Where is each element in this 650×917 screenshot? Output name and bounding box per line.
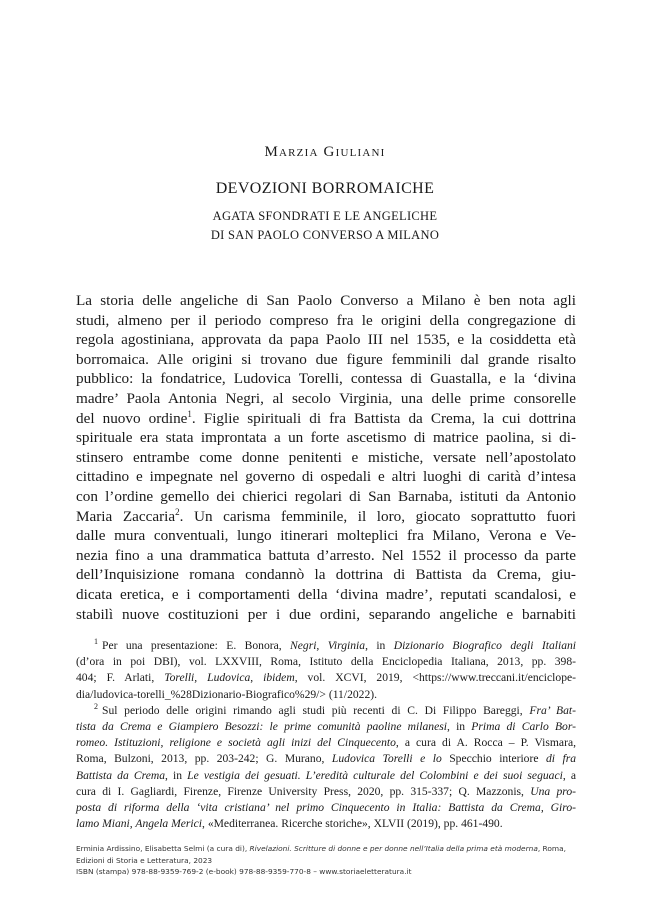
footnote-text: Roma, Bulzoni, 2013, pp. 203-242; G. Murano, [76, 752, 332, 766]
body-line: borromaica. Alle origini si trovano due figure femminili dal grande risalto [76, 350, 576, 368]
chapter-title: DEVOZIONI BORROMAICHE [215, 180, 435, 197]
footnote-1-line: dia/ludovica-torelli_%28Dizionario-Biografico%29/> (11/2022). [76, 687, 378, 701]
footnote-italic: Ludovica Torelli e lo [331, 752, 442, 766]
footnote-text: , in [365, 639, 394, 652]
footnote-2-line [76, 735, 576, 751]
footnote-text: Specchio interiore [441, 752, 546, 766]
chapter-subtitle-line-2: DI SAN PAOLO CONVERSO A MILANO [210, 228, 440, 242]
footer-text: Erminia Ardissino, Elisabetta Selmi (a cura di), [76, 844, 250, 853]
chapter-subtitle-line-1: AGATA SFONDRATI E LE ANGELICHE [212, 209, 438, 223]
body-line [76, 409, 576, 429]
body-line: dalle mura conventuali, lungo itinerari molteplici fra Milano, Verona e Ve- [76, 527, 576, 545]
body-line: regola agostiniana, approvata da papa Paolo III nel 1535, e la cosiddetta età [76, 331, 576, 349]
footnote-italic: lamo Miani, Angela Merici [76, 817, 203, 831]
footnote-italic: Una pro- [530, 784, 576, 798]
footnote-1-mark: 1 [94, 637, 98, 647]
footnote-text: , «Mediterranea. Ricerche storiche», XLVII (2019), pp. 461-490. [202, 817, 503, 831]
footer-line-2: Edizioni di Storia e Letteratura, 2023 [76, 855, 213, 865]
body-line: spirituale era stata improntata a un forte ascetismo di matrice paolina, si di- [76, 429, 576, 447]
body-text-run: . Figlie spirituali di fra Battista da Crema, la cui dottrina [191, 409, 576, 427]
footnote-italic: Prima di Carlo Bor- [471, 720, 576, 734]
footnote-italic: Dizionario Biografico degli Italiani [393, 639, 577, 652]
publication-footer [76, 843, 576, 878]
footnote-text: Per una presentazione: E. Bonora, [102, 639, 291, 652]
footnote-2-line [76, 816, 576, 832]
body-line: La storia delle angeliche di San Paolo Converso a Milano è ben nota agli [76, 292, 576, 309]
footnote-1-line [76, 638, 576, 654]
body-line: cittadino e impegnate nel governo di ospedali e altri luoghi di carità d’intesa [76, 468, 576, 486]
body-line: dell’Inquisizione romana condannò la dottrina di Battista da Crema, giu- [76, 566, 576, 584]
footnote-text: , in [165, 768, 188, 782]
body-line: stinsero entrambe come donne penitenti e mistiche, versate nell’apostolato [76, 448, 576, 466]
body-text-run: . Un carisma femminile, il loro, giocato soprattutto fuori [179, 507, 576, 525]
footer-line-1 [76, 843, 576, 855]
footnote-text: Sul periodo delle origini rimando agli studi più recenti di C. Di Filippo Bareggi, [102, 703, 530, 717]
footnote-1-line: (d’ora in poi DBI), vol. LXXVIII, Roma, Istituto della Enciclopedia Italiana, 2013, pp. 398- [76, 655, 576, 669]
footnote-text: , a cura di A. Rocca – P. Vismara, [395, 736, 576, 750]
footnote-ref-1[interactable]: 1 [187, 408, 192, 419]
footnote-italic: romeo. Istituzioni, religione e società agli inizi del Cinquecento [76, 736, 396, 750]
footnote-italic: ibidem [263, 671, 295, 685]
footnote-ref-2[interactable]: 2 [175, 506, 180, 517]
body-line: pubblico: la fondatrice, Ludovica Torelli, contessa di Guastalla, e la ‘divina [76, 370, 576, 388]
footnote-text: , a [562, 768, 576, 782]
footnote-italic: Fra’ Bat- [529, 703, 577, 717]
footnote-2-line [76, 784, 576, 800]
footnote-2-line [76, 751, 576, 767]
footnote-link[interactable]: , vol. XCVI, 2019, <https://www.treccani.it/enciclope- [294, 671, 576, 685]
body-line: nezia fino a una drammatica battuta d’arresto. Nel 1552 il processo da parte [76, 546, 576, 564]
footnote-italic: Negri, Virginia [290, 639, 366, 652]
body-line [76, 507, 576, 527]
footnote-2-line [76, 719, 576, 735]
body-line: dicata eretica, e i comportamenti della ‘divina madre’, reputati scandalosi, e [76, 585, 576, 603]
footnote-italic: Torelli, Ludovica [164, 671, 251, 685]
footer-text: , Roma, [537, 844, 566, 853]
footnote-italic: posta di riforma della ‘vita cristiana’ nel primo Cinquecento in Italia: Battista da Crema, Giro- [76, 801, 576, 815]
body-line: con l’ordine gemello dei chierici regolari di San Barnaba, istituti da Antonio [76, 487, 576, 505]
footnotes [76, 638, 576, 832]
footer-isbn-line[interactable]: ISBN (stampa) 978-88-9359-769-2 (e-book) 978-88-9359-770-8 – www.storiaeletteratura.it [76, 867, 412, 876]
body-text-run: del nuovo ordine [76, 409, 188, 427]
footnote-italic: Le vestigia dei gesuati. L’eredità culturale del Colombini e dei suoi seguaci [187, 768, 563, 782]
body-text-run: Maria Zaccaria [76, 507, 176, 525]
body-line: stabilì nuove costituzioni per i due ordini, separando angeliche e barnabiti [76, 605, 576, 623]
body-line: studi, almeno per il periodo compreso fra le origini della congregazione di [76, 311, 576, 329]
footnote-italic: Battista da Crema [76, 768, 166, 782]
footnote-italic: di fra [545, 752, 576, 766]
footnote-text: 404; F. Arlati, [76, 671, 165, 685]
footnote-2-mark: 2 [94, 701, 98, 711]
footnote-2-line [76, 703, 576, 719]
chapter-author: Marzia Giuliani [264, 144, 386, 160]
body-line: madre’ Paola Antonia Negri, al secolo Virginia, una delle prime consorelle [76, 389, 576, 407]
footnote-1-line [76, 670, 576, 686]
footnote-italic: tista da Crema e Giampiero Besozzi: le prime comunità paoline milanesi [76, 720, 447, 734]
body-paragraph [76, 291, 576, 624]
footnote-2-line [76, 768, 576, 784]
footnote-text: , [250, 671, 264, 685]
footnote-text: , in [446, 720, 472, 734]
footnote-2-line [76, 800, 576, 816]
footnote-text: cura di I. Gagliardi, Firenze, Firenze University Press, 2020, pp. 315-337; Q. Mazzonis, [76, 784, 531, 798]
footer-book-title: Rivelazioni. Scritture di donne e per donne nell’Italia della prima età moderna [249, 844, 538, 853]
